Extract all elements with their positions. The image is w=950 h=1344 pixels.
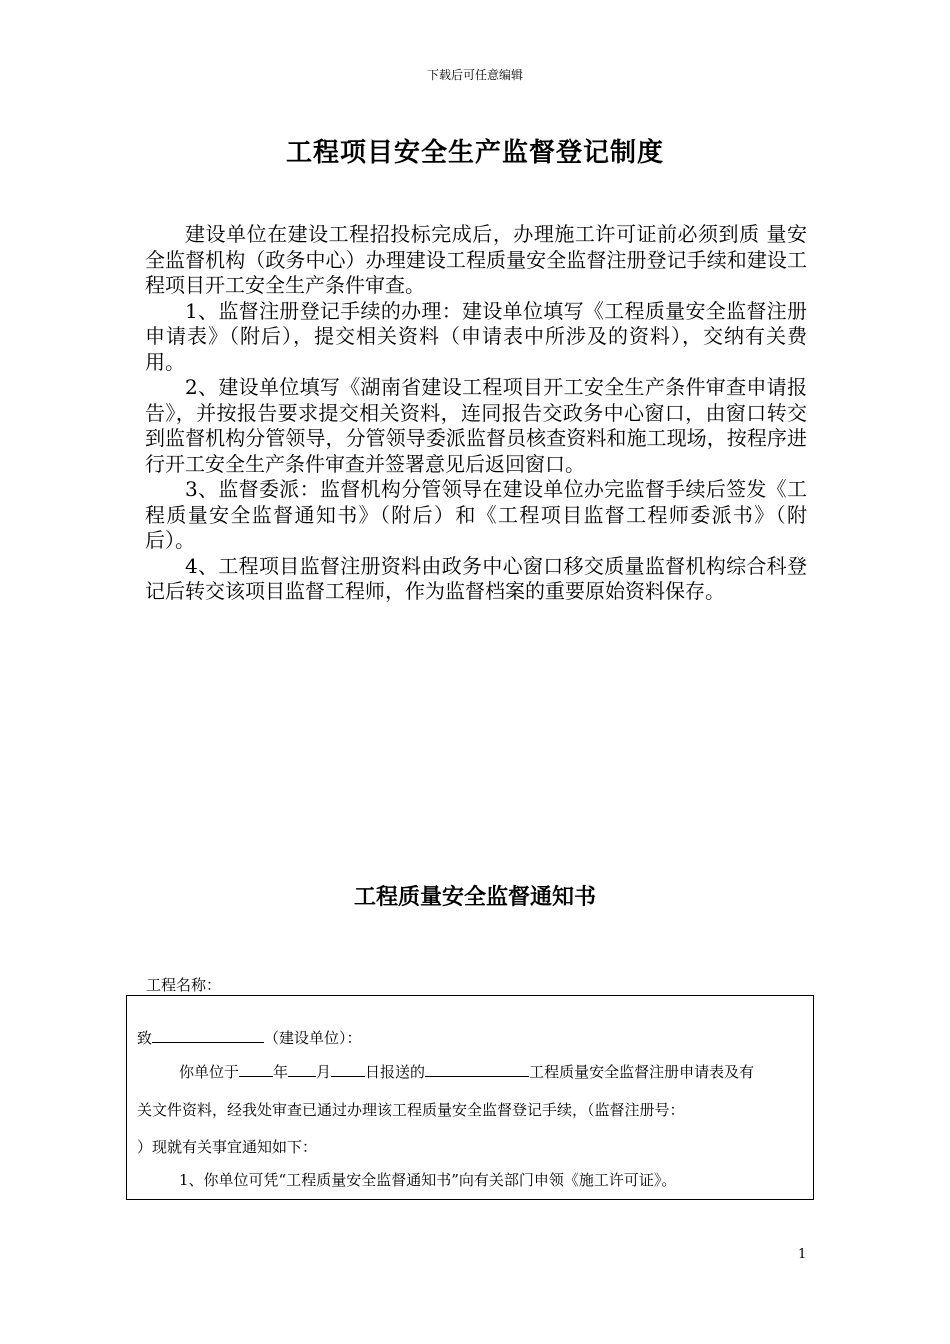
body-paragraph: 建设单位在建设工程招投标完成后，办理施工许可证前必须到质 量安全监督机构（政务中心）办理建设工程质量安全监督注册登记手续和建设工程项目开工安全生产条件审查。 xyxy=(145,222,807,297)
notice-line-4: ）现就有关事宜通知如下： xyxy=(137,1138,318,1156)
notice-text: 你单位于 xyxy=(179,1063,240,1081)
year-blank xyxy=(239,1061,273,1077)
notice-line-3: 关文件资料，经我处审查已通过办理该工程质量安全监督登记手续，（监督注册号： xyxy=(137,1101,685,1119)
body-paragraph: 2、建设单位填写《湖南省建设工程项目开工安全生产条件审查申请报告》，并按报告要求提交相关资料，连同报告交政务中心窗口，由窗口转交到监督机构分管领导，分管领导委派监督员核查资料和施工现场，按程序进行开工安全生产条件审查并签署意见后返回窗口。 xyxy=(145,375,807,476)
body-paragraph: 4、工程项目监督注册资料由政务中心窗口移交质量监督机构综合科登记后转交该项目监督工程师，作为监督档案的重要原始资料保存。 xyxy=(145,553,807,603)
page-number: 1 xyxy=(798,1247,807,1262)
body-paragraph: 1、监督注册登记手续的办理：建设单位填写《工程质量安全监督注册申请表》（附后），提交相关资料（申请表中所涉及的资料），交纳有关费用。 xyxy=(145,298,807,374)
header-note: 下载后可任意编辑 xyxy=(426,68,523,82)
notice-line-5: 1、你单位可凭“工程质量安全监督通知书”向有关部门申领《施工许可证》。 xyxy=(179,1171,677,1189)
project-blank xyxy=(425,1061,529,1077)
notice-title: 工程质量安全监督通知书 xyxy=(353,884,596,910)
construction-unit-blank xyxy=(152,1027,264,1043)
document-body xyxy=(145,222,807,605)
to-suffix: （建设单位）： xyxy=(264,1029,362,1047)
notice-to-line xyxy=(137,1027,807,1048)
to-prefix: 致 xyxy=(137,1029,153,1047)
body-paragraph: 3、监督委派：监督机构分管领导在建设单位办完监督手续后签发《工程质量安全监督通知书》（附后）和《工程项目监督工程师委派书》（附后）。 xyxy=(145,477,807,552)
day-blank xyxy=(331,1061,365,1077)
notice-text: 日报送的 xyxy=(365,1063,426,1081)
month-blank xyxy=(288,1061,316,1077)
notice-box xyxy=(126,995,814,1200)
notice-date-line xyxy=(179,1061,849,1082)
notice-text: 年 xyxy=(273,1063,289,1081)
document-title: 工程项目安全生产监督登记制度 xyxy=(285,138,664,168)
project-name-label: 工程名称： xyxy=(146,976,222,994)
notice-text: 工程质量安全监督注册申请表及有 xyxy=(529,1063,755,1081)
notice-text: 月 xyxy=(316,1063,332,1081)
